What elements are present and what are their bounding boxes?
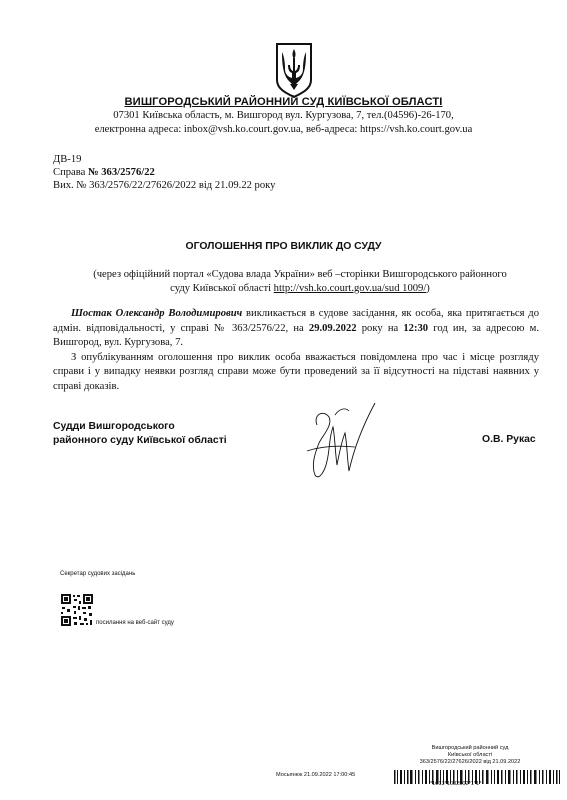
summons-paragraph: Шостак Олександр Володимирович викликається в судове засідання, як особа, яка притягається до адмін. відповідальності, у справі № 363/2576/22, на 29.09.2022 року на 12:30 год ин, за адресою м. Вишгород, вул. Кургузова, 7. <box>53 308 539 348</box>
court-name: ВИШГОРОДСЬКИЙ РАЙОННИЙ СУД КИЇВСЬКОЇ ОБЛАСТІ <box>124 96 443 108</box>
summoned-person: Шостак Олександр Володимирович <box>71 308 243 319</box>
signer-title: Судди Вишгородського районного суду Київської області <box>53 421 227 446</box>
outgoing-number: Вих. № 363/2576/22/27626/2022 від 21.09.22 року <box>53 180 276 191</box>
court-contacts: електронна адреса: inbox@vsh.ko.court.gov.ua, веб-адреса: https://vsh.ko.court.gov.ua <box>94 124 473 135</box>
qr-code-icon[interactable] <box>60 593 94 627</box>
case-label: Справа <box>53 167 88 178</box>
announcement-body <box>53 307 539 394</box>
portal-note <box>90 268 510 296</box>
barcode-number: *1013*1082502*1*1* <box>430 781 482 787</box>
secretary-label: Секретар судових засідань <box>60 571 136 577</box>
qr-caption: посилання на веб-сайт суду <box>96 620 174 626</box>
handwritten-signature <box>295 395 385 487</box>
judge-name: О.В. Рукас <box>482 434 536 445</box>
court-address: 07301 Київська область, м. Вишгород вул. Кургузова, 7, тел.(04596)-26-170, <box>113 110 454 121</box>
hearing-date: 29.09.2022 <box>308 322 357 334</box>
case-number-line <box>53 166 155 180</box>
portal-text: (через офіційний портал «Судова влада України» веб –сторінки Вишгородського районного суду Київської області <box>93 269 507 294</box>
announcement-title: ОГОЛОШЕННЯ ПРО ВИКЛИК ДО СУДУ <box>185 241 382 252</box>
electronic-stamp: Вишгородський районний суд Київської області 363/2576/22/27626/2022 від 21.09.2022 <box>419 745 521 765</box>
clerk-timestamp: Мосьянюк 21.09.2022 17:00:45 <box>276 772 356 778</box>
document-code: ДВ-19 <box>53 154 82 165</box>
case-number: № 363/2576/22 <box>87 167 155 178</box>
hearing-time: 12:30 <box>403 322 429 334</box>
portal-link[interactable]: http://vsh.ko.court.gov.ua/sud 1009/ <box>273 283 427 294</box>
notice-paragraph: З опублікуванням оголошення про виклик особа вважається повідомлена про час і місце розгляду справи і у випадку неявки розгляд справи може бути проведений за її відсутності на підставі наявних у справі доказів. <box>53 351 539 392</box>
coat-of-arms-emblem <box>274 42 314 98</box>
portal-close: ) <box>426 283 430 294</box>
